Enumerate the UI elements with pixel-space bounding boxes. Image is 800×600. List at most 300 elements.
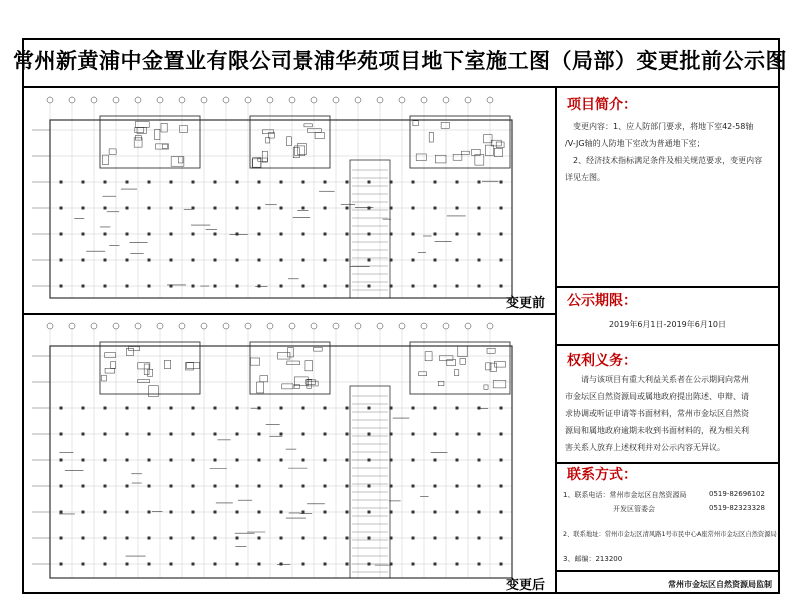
plan-stroke — [258, 285, 261, 288]
plan-stroke — [157, 97, 163, 103]
plan-stroke — [214, 181, 217, 184]
plan-stroke — [126, 537, 129, 540]
plan-stroke — [135, 122, 149, 128]
plan-stroke — [262, 151, 267, 162]
plan-stroke — [236, 485, 239, 488]
plan-stroke — [434, 407, 437, 410]
plan-stroke — [368, 181, 371, 184]
plan-stroke — [104, 207, 107, 210]
plan-stroke — [164, 360, 170, 368]
plan-stroke — [434, 459, 437, 462]
plan-stroke — [377, 323, 383, 329]
plan-stroke — [500, 233, 503, 236]
plan-stroke — [280, 181, 283, 184]
plan-stroke — [82, 485, 85, 488]
plan-stroke — [302, 433, 305, 436]
plan-stroke — [324, 563, 327, 566]
plan-stroke — [346, 485, 349, 488]
plan-stroke — [496, 142, 504, 148]
plan-stroke — [91, 323, 97, 329]
plan-stroke — [324, 537, 327, 540]
plan-stroke — [458, 346, 467, 356]
plan-stroke — [236, 459, 239, 462]
plan-stroke — [456, 511, 459, 514]
plan-stroke — [214, 259, 217, 262]
plan-stroke — [314, 347, 323, 351]
plan-stroke — [500, 407, 503, 410]
plan-stroke — [500, 459, 503, 462]
plan-stroke — [236, 511, 239, 514]
plan-stroke — [104, 433, 107, 436]
plan-stroke — [368, 485, 371, 488]
plan-stroke — [82, 433, 85, 436]
plan-stroke — [456, 537, 459, 540]
intro-line: /V-JG轴的人防地下室改为普通地下室； — [565, 139, 705, 148]
plan-stroke — [149, 386, 159, 397]
plan-stroke — [308, 129, 322, 133]
plan-stroke — [214, 511, 217, 514]
plan-stroke — [82, 407, 85, 410]
plan-stroke — [102, 375, 107, 381]
plan-stroke — [412, 563, 415, 566]
plan-stroke — [105, 368, 115, 373]
plan-stroke — [478, 407, 481, 410]
plan-stroke — [500, 433, 503, 436]
plan-stroke — [311, 323, 317, 329]
plan-stroke — [478, 433, 481, 436]
plan-stroke — [258, 233, 261, 236]
plan-stroke — [456, 285, 459, 288]
plan-stroke — [223, 97, 229, 103]
plan-stroke — [355, 323, 361, 329]
plan-stroke — [494, 361, 505, 367]
plan-stroke — [258, 158, 268, 161]
plan-stroke — [192, 511, 195, 514]
plan-stroke — [236, 407, 239, 410]
plan-stroke — [315, 132, 324, 138]
plan-stroke — [266, 138, 270, 143]
plan-stroke — [148, 181, 151, 184]
plan-stroke — [111, 362, 116, 369]
plan-stroke — [399, 97, 405, 103]
plan-stroke — [333, 97, 339, 103]
plan-stroke — [192, 181, 195, 184]
plan-stroke — [297, 144, 306, 155]
plan-stroke — [236, 181, 239, 184]
plans-divider — [24, 313, 556, 315]
info-panel — [557, 88, 778, 594]
plan-stroke — [135, 323, 141, 329]
plan-stroke — [223, 323, 229, 329]
plan-stroke — [453, 154, 462, 160]
section-divider — [557, 286, 778, 288]
plan-stroke — [82, 181, 85, 184]
plan-stroke — [346, 259, 349, 262]
plan-stroke — [267, 323, 273, 329]
plan-before — [28, 92, 552, 310]
project-intro-heading: 项目简介： — [567, 97, 637, 113]
plan-stroke — [478, 537, 481, 540]
plan-stroke — [280, 233, 283, 236]
plan-stroke — [60, 511, 63, 514]
period-heading: 公示期限： — [567, 293, 637, 309]
plan-stroke — [302, 285, 305, 288]
plan-stroke — [126, 511, 129, 514]
plan-stroke — [267, 97, 273, 103]
plan-stroke — [487, 97, 493, 103]
plan-stroke — [187, 362, 200, 368]
plan-stroke — [478, 285, 481, 288]
plan-stroke — [148, 285, 151, 288]
plan-stroke — [324, 511, 327, 514]
plan-stroke — [252, 159, 261, 168]
plan-stroke — [258, 511, 261, 514]
plan-stroke — [412, 485, 415, 488]
plan-stroke — [346, 285, 349, 288]
plan-stroke — [333, 323, 339, 329]
plan-stroke — [260, 376, 268, 382]
plan-stroke — [82, 285, 85, 288]
plan-stroke — [148, 459, 151, 462]
plan-stroke — [170, 233, 173, 236]
plan-stroke — [214, 537, 217, 540]
plan-stroke — [368, 407, 371, 410]
plan-stroke — [148, 563, 151, 566]
plan-stroke — [465, 323, 471, 329]
plan-stroke — [258, 259, 261, 262]
plan-stroke — [478, 563, 481, 566]
plan-stroke — [170, 459, 173, 462]
plan-stroke — [258, 207, 261, 210]
rights-line: 请与该项目有重大利益关系者在公示期间向常州 — [581, 375, 749, 384]
floor-plan-before-drawing — [28, 92, 552, 310]
plan-stroke — [307, 381, 318, 386]
plan-stroke — [484, 385, 488, 389]
plan-stroke — [475, 155, 484, 166]
plan-stroke — [324, 407, 327, 410]
plan-stroke — [104, 459, 107, 462]
plan-stroke — [346, 207, 349, 210]
plan-stroke — [434, 233, 437, 236]
plan-stroke — [82, 233, 85, 236]
plan-stroke — [302, 181, 305, 184]
plan-stroke — [280, 563, 283, 566]
plan-stroke — [170, 407, 173, 410]
plan-stroke — [456, 563, 459, 566]
plan-stroke — [421, 97, 427, 103]
contact-address: 2、联系地址：常州市金坛区清风路1号市民中心A座常州市金坛区自然资源局 — [563, 531, 777, 538]
plan-stroke — [60, 433, 63, 436]
contact-heading: 联系方式： — [567, 467, 637, 483]
plan-stroke — [258, 433, 261, 436]
plan-stroke — [47, 323, 53, 329]
plan-stroke — [192, 433, 195, 436]
plan-stroke — [324, 433, 327, 436]
plan-stroke — [236, 433, 239, 436]
plan-stroke — [148, 233, 151, 236]
plan-stroke — [350, 386, 390, 578]
plan-stroke — [460, 358, 466, 364]
plan-stroke — [82, 259, 85, 262]
plan-stroke — [324, 285, 327, 288]
plan-stroke — [368, 207, 371, 210]
plan-stroke — [416, 154, 426, 161]
plan-stroke — [368, 285, 371, 288]
plan-stroke — [214, 407, 217, 410]
plan-stroke — [412, 285, 415, 288]
plan-stroke — [280, 537, 283, 540]
rights-line: 求协调或听证申请等书面材料，常州市金坛区自然资 — [565, 409, 749, 418]
plan-stroke — [346, 537, 349, 540]
plan-stroke — [126, 233, 129, 236]
plan-stroke — [289, 323, 295, 329]
plan-stroke — [434, 537, 437, 540]
plan-stroke — [280, 207, 283, 210]
plan-stroke — [126, 433, 129, 436]
plan-stroke — [109, 149, 116, 154]
plan-stroke — [412, 407, 415, 410]
plan-stroke — [192, 563, 195, 566]
contact-postcode: 3、邮编：213200 — [563, 555, 623, 563]
plan-stroke — [456, 233, 459, 236]
plan-stroke — [236, 563, 239, 566]
plan-stroke — [311, 97, 317, 103]
plan-stroke — [126, 259, 129, 262]
plan-stroke — [60, 407, 63, 410]
plan-stroke — [69, 323, 75, 329]
contact-phone-2: 0519-82323328 — [709, 504, 765, 512]
plan-stroke — [60, 563, 63, 566]
plan-stroke — [148, 537, 151, 540]
plan-stroke — [456, 259, 459, 262]
plan-stroke — [478, 207, 481, 210]
plan-stroke — [324, 233, 327, 236]
plan-stroke — [294, 385, 299, 389]
plan-stroke — [302, 207, 305, 210]
plan-stroke — [148, 433, 151, 436]
plan-stroke — [434, 259, 437, 262]
plan-stroke — [324, 259, 327, 262]
plan-stroke — [412, 207, 415, 210]
plan-stroke — [280, 511, 283, 514]
plan-stroke — [443, 97, 449, 103]
plan-stroke — [441, 122, 449, 128]
plan-stroke — [138, 379, 150, 382]
contact-phone-1-label: 1、联系电话：常州市金坛区自然资源局 — [563, 491, 687, 499]
plan-stroke — [236, 207, 239, 210]
plan-stroke — [60, 537, 63, 540]
plan-stroke — [148, 259, 151, 262]
project-intro-text — [565, 118, 775, 186]
plan-stroke — [487, 323, 493, 329]
plan-stroke — [346, 407, 349, 410]
plan-stroke — [434, 485, 437, 488]
plan-stroke — [69, 97, 75, 103]
plan-stroke — [170, 485, 173, 488]
plan-stroke — [148, 207, 151, 210]
plan-stroke — [82, 207, 85, 210]
section-divider — [557, 570, 778, 572]
plan-stroke — [258, 459, 261, 462]
plan-stroke — [346, 459, 349, 462]
plan-stroke — [293, 147, 299, 157]
plan-stroke — [60, 207, 63, 210]
plan-stroke — [170, 181, 173, 184]
plan-stroke — [201, 323, 207, 329]
plan-stroke — [100, 116, 200, 168]
plan-stroke — [170, 563, 173, 566]
plan-stroke — [148, 407, 151, 410]
rights-text — [565, 371, 775, 456]
plan-stroke — [412, 511, 415, 514]
plan-stroke — [162, 144, 167, 148]
plan-stroke — [280, 285, 283, 288]
plan-stroke — [419, 372, 427, 376]
plan-stroke — [179, 323, 185, 329]
plan-stroke — [257, 382, 264, 393]
plan-stroke — [104, 259, 107, 262]
plan-stroke — [236, 285, 239, 288]
plan-stroke — [305, 361, 313, 371]
plan-stroke — [434, 433, 437, 436]
plan-stroke — [302, 537, 305, 540]
plan-stroke — [500, 285, 503, 288]
page-title: 常州新黄浦中金置业有限公司景浦华苑项目地下室施工图（局部）变更批前公示图 — [13, 48, 787, 73]
plan-stroke — [425, 352, 432, 361]
plan-stroke — [478, 511, 481, 514]
plan-stroke — [289, 97, 295, 103]
plan-stroke — [126, 181, 129, 184]
plan-stroke — [346, 511, 349, 514]
plan-stroke — [429, 132, 433, 142]
floor-plan-after-drawing — [28, 318, 552, 590]
rights-line: 市金坛区自然资源局或属地政府提出陈述、申辩、请 — [565, 392, 749, 401]
plan-stroke — [192, 285, 195, 288]
plan-stroke — [148, 511, 151, 514]
plan-stroke — [435, 155, 446, 163]
plan-stroke — [456, 459, 459, 462]
plan-stroke — [324, 207, 327, 210]
plan-stroke — [192, 259, 195, 262]
plan-stroke — [126, 407, 129, 410]
plan-stroke — [454, 370, 458, 376]
plan-after-label: 变更后 — [506, 578, 546, 593]
plan-stroke — [192, 407, 195, 410]
plan-stroke — [478, 459, 481, 462]
plan-stroke — [258, 485, 261, 488]
rights-heading: 权利义务： — [567, 353, 637, 369]
plan-stroke — [456, 181, 459, 184]
plan-stroke — [412, 537, 415, 540]
contact-phone-2-label: 开发区管委会 — [613, 505, 655, 513]
plan-stroke — [82, 537, 85, 540]
plan-stroke — [346, 181, 349, 184]
plan-stroke — [434, 511, 437, 514]
plan-stroke — [170, 259, 173, 262]
plan-stroke — [377, 97, 383, 103]
plan-stroke — [126, 285, 129, 288]
plan-stroke — [155, 129, 160, 139]
plan-stroke — [324, 459, 327, 462]
rights-line: 源局和属地政府逾期未收到书面材料的，视为相关利 — [565, 426, 749, 435]
plan-stroke — [47, 97, 53, 103]
plan-stroke — [104, 485, 107, 488]
plan-stroke — [113, 323, 119, 329]
plan-stroke — [82, 563, 85, 566]
plan-stroke — [157, 323, 163, 329]
plan-stroke — [302, 407, 305, 410]
plan-stroke — [304, 124, 312, 127]
plan-stroke — [60, 181, 63, 184]
plan-stroke — [346, 233, 349, 236]
plan-stroke — [302, 485, 305, 488]
plan-stroke — [104, 407, 107, 410]
plan-stroke — [355, 97, 361, 103]
plan-stroke — [368, 511, 371, 514]
period-text: 2019年6月1日-2019年6月10日 — [608, 320, 727, 329]
plan-stroke — [487, 348, 495, 353]
plan-stroke — [484, 135, 492, 143]
plan-stroke — [368, 433, 371, 436]
plan-stroke — [214, 563, 217, 566]
plan-stroke — [104, 285, 107, 288]
plan-stroke — [434, 563, 437, 566]
plan-stroke — [126, 207, 129, 210]
plan-stroke — [258, 563, 261, 566]
plan-after — [28, 318, 552, 590]
plan-stroke — [214, 207, 217, 210]
plan-stroke — [278, 352, 290, 359]
plan-stroke — [179, 97, 185, 103]
plan-stroke — [192, 459, 195, 462]
plan-stroke — [434, 285, 437, 288]
plan-stroke — [60, 285, 63, 288]
plan-stroke — [178, 157, 183, 163]
plan-stroke — [368, 259, 371, 262]
plan-stroke — [500, 259, 503, 262]
plan-stroke — [170, 511, 173, 514]
plan-stroke — [258, 181, 261, 184]
intro-line: 2、经济技术指标满足条件及相关规范要求，变更内容 — [573, 156, 763, 165]
contact-phone-1: 0519-82696102 — [709, 490, 765, 498]
plan-stroke — [104, 181, 107, 184]
plan-stroke — [287, 137, 292, 146]
plan-stroke — [485, 145, 493, 155]
plan-stroke — [324, 181, 327, 184]
plan-stroke — [500, 181, 503, 184]
plan-stroke — [161, 123, 167, 132]
plan-stroke — [138, 363, 150, 369]
footer-credit: 常州市金坛区自然资源局监制 — [668, 580, 772, 589]
plan-stroke — [456, 485, 459, 488]
intro-line: 变更内容：1、应人防部门要求，将地下室42-58轴 — [573, 122, 754, 131]
plan-stroke — [60, 485, 63, 488]
plan-stroke — [412, 259, 415, 262]
plan-before-label: 变更前 — [506, 296, 546, 311]
plan-stroke — [60, 459, 63, 462]
plan-stroke — [412, 459, 415, 462]
plan-stroke — [91, 97, 97, 103]
plan-stroke — [170, 537, 173, 540]
plan-stroke — [236, 233, 239, 236]
plan-stroke — [214, 285, 217, 288]
plan-stroke — [50, 346, 512, 578]
plan-stroke — [500, 537, 503, 540]
section-divider — [557, 344, 778, 346]
plan-stroke — [500, 563, 503, 566]
plan-stroke — [280, 407, 283, 410]
plan-stroke — [346, 433, 349, 436]
